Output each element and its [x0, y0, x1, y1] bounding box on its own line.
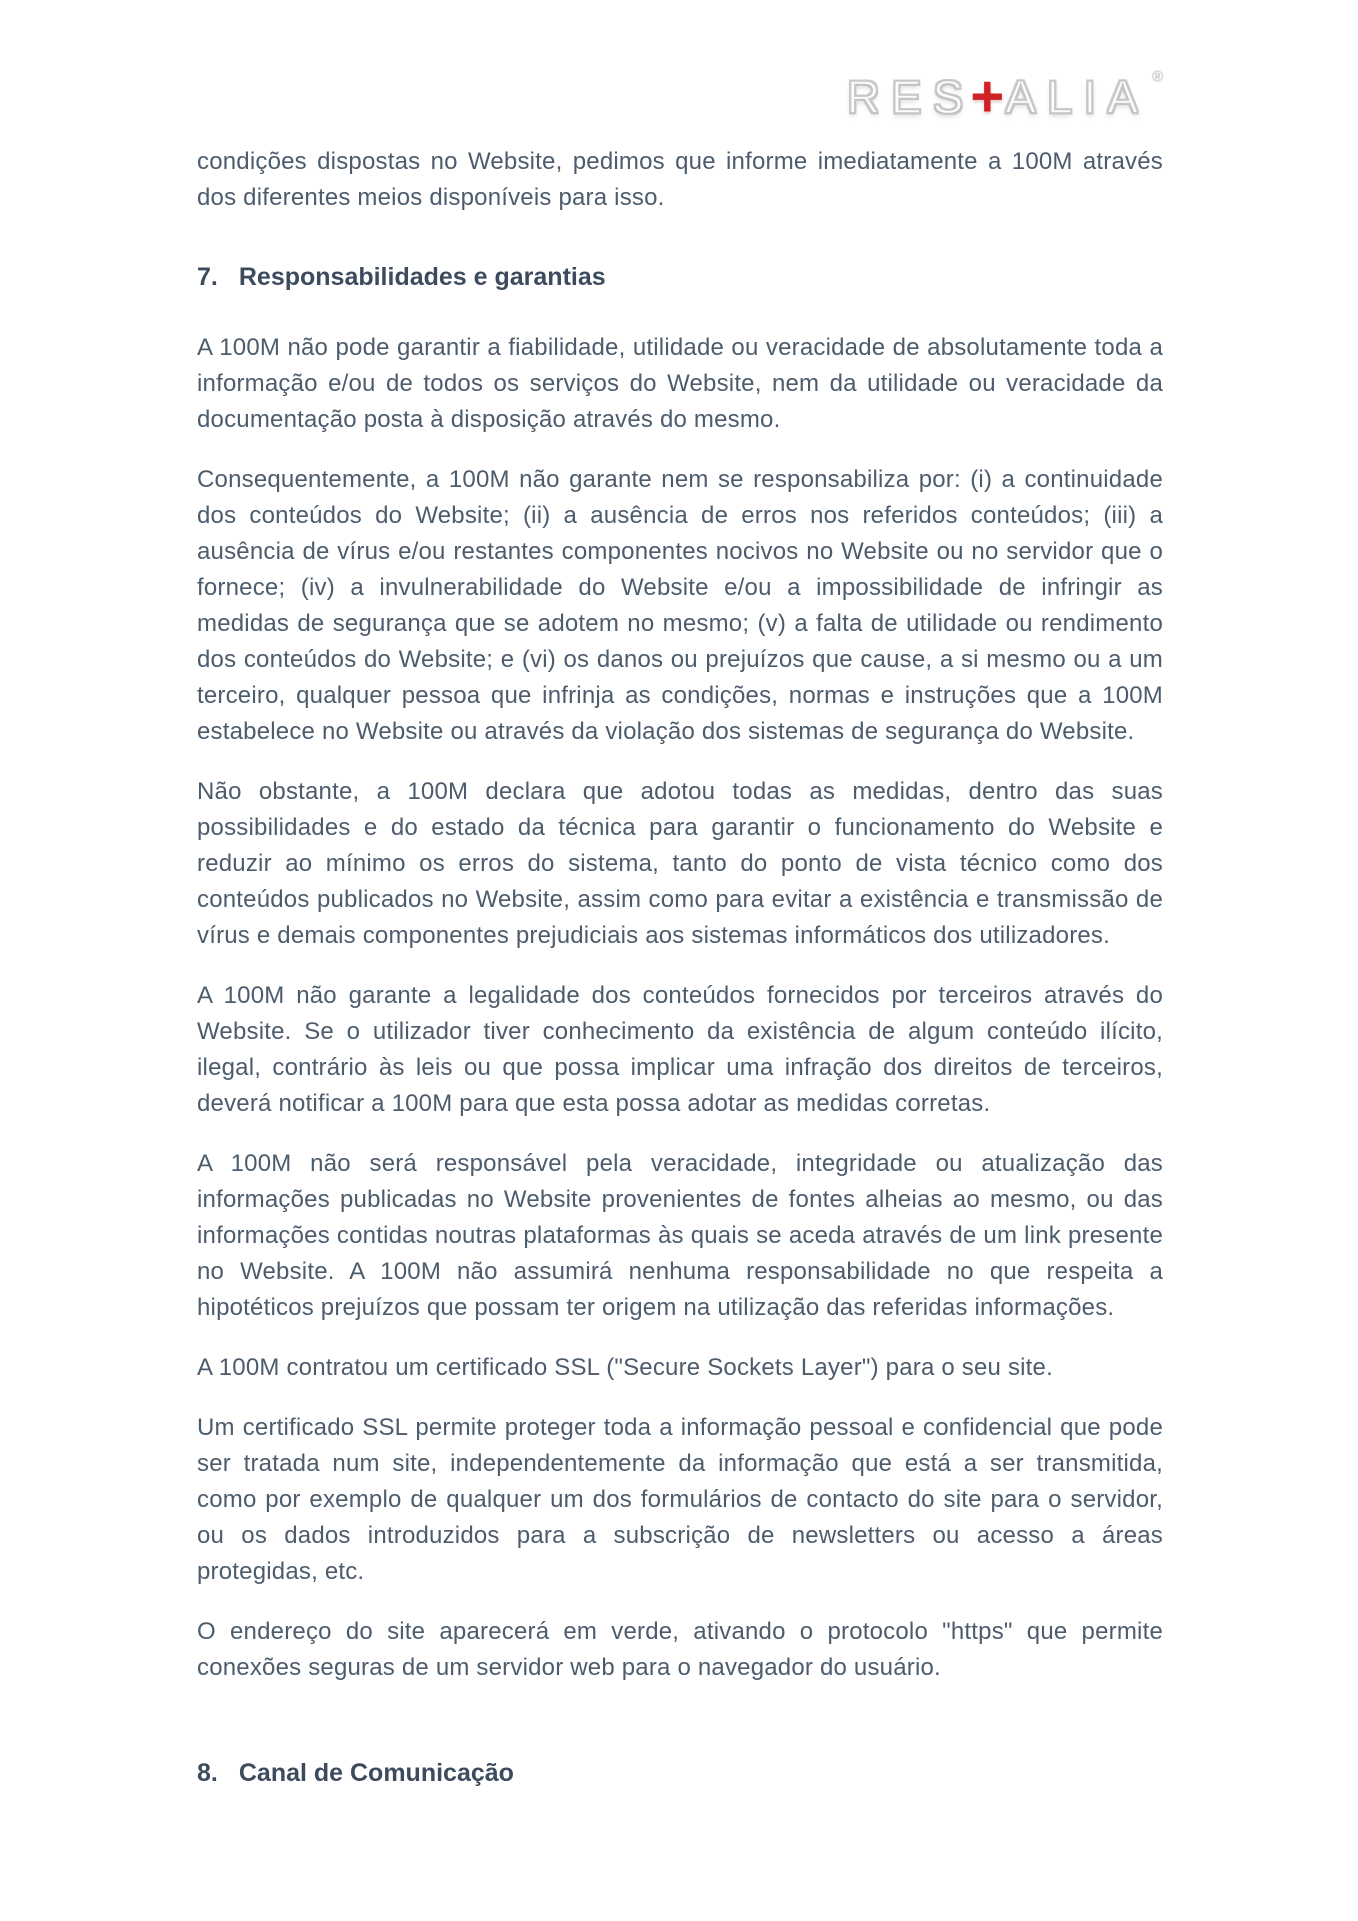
section-7-title: Responsabilidades e garantias — [238, 263, 606, 291]
paragraph-liability-2: Consequentemente, a 100M não garante nem se responsabiliza por: (i) a continuidade dos conteúdos do Website; (ii) a ausência de erros nos referidos conteúdos; (iii) a ausência de vírus e/ou restantes componentes nocivos no Website ou no servidor que o fornece; (iv) a invulnerabilidade do Website e/ou a impossibilidade de infringir as medidas de segurança que se adotem no mesmo; (v) a falta de utilidade ou rendimento dos conteúdos do Website; e (vi) os danos ou prejuízos que cause, a si mesmo ou a um terceiro, qualquer pessoa que infrinja as condições, normas e instruções que a 100M estabelece no Website ou através da violação dos sistemas de segurança do Website. — [197, 466, 1163, 745]
paragraph-liability-4: A 100M não garante a legalidade dos conteúdos fornecidos por terceiros através do Website. Se o utilizador tiver conhecimento da existência de algum conteúdo ilícito, ilegal, contrário às leis ou que possa implicar uma infração dos direitos de terceiros, deverá notificar a 100M para que esta possa adotar as medidas corretas. — [197, 982, 1163, 1117]
page-header — [197, 0, 1163, 132]
registered-trademark-icon: ® — [1151, 68, 1163, 85]
paragraph-ssl-2: Um certificado SSL permite proteger toda a informação pessoal e confidencial que pode ser tratada num site, independentemente da informação que está a ser transmitida, como por exemplo de qualquer um dos formulários de contacto do site para o servidor, ou os dados introduzidos para a subscrição de newsletters ou acesso a áreas protegidas, etc. — [197, 1414, 1163, 1585]
document-body — [197, 144, 1163, 1790]
section-7-number: 7. — [197, 263, 218, 291]
paragraph-https: O endereço do site aparecerá em verde, ativando o protocolo "https" que permite conexões seguras de um servidor web para o navegador do usuário. — [197, 1618, 1163, 1681]
section-8-title: Canal de Comunicação — [238, 1759, 514, 1787]
section-8-heading — [197, 1756, 1163, 1790]
paragraph-liability-3: Não obstante, a 100M declara que adotou todas as medidas, dentro das suas possibilidades e do estado da técnica para garantir o funcionamento do Website e reduzir ao mínimo os erros do sistema, tanto do ponto de vista técnico como dos conteúdos publicados no Website, assim como para evitar a existência e transmissão de vírus e demais componentes prejudiciais aos sistemas informáticos dos utilizadores. — [197, 778, 1163, 949]
paragraph-liability-5: A 100M não será responsável pela veracidade, integridade ou atualização das informações publicadas no Website provenientes de fontes alheias ao mesmo, ou das informações contidas noutras plataformas às quais se aceda através de um link presente no Website. A 100M não assumirá nenhuma responsabilidade no que respeita a hipotéticos prejuízos que possam ter origem na utilização das referidas informações. — [197, 1150, 1163, 1321]
section-8-number: 8. — [197, 1759, 218, 1787]
logo-text-res: RES — [846, 71, 975, 123]
logo-plus-icon: + — [970, 64, 1005, 129]
restalia-logo — [846, 64, 1163, 129]
section-7-heading — [197, 260, 1163, 294]
logo-text-alia: ALIA — [1005, 71, 1149, 123]
paragraph-liability-1: A 100M não pode garantir a fiabilidade, utilidade ou veracidade de absolutamente toda a informação e/ou de todos os serviços do Website, nem da utilidade ou veracidade da documentação posta à disposição através do mesmo. — [197, 334, 1163, 433]
paragraph-ssl-1: A 100M contratou um certificado SSL ("Secure Sockets Layer") para o seu site. — [197, 1354, 1053, 1381]
paragraph-intro: condições dispostas no Website, pedimos que informe imediatamente a 100M através dos diferentes meios disponíveis para isso. — [197, 148, 1163, 211]
